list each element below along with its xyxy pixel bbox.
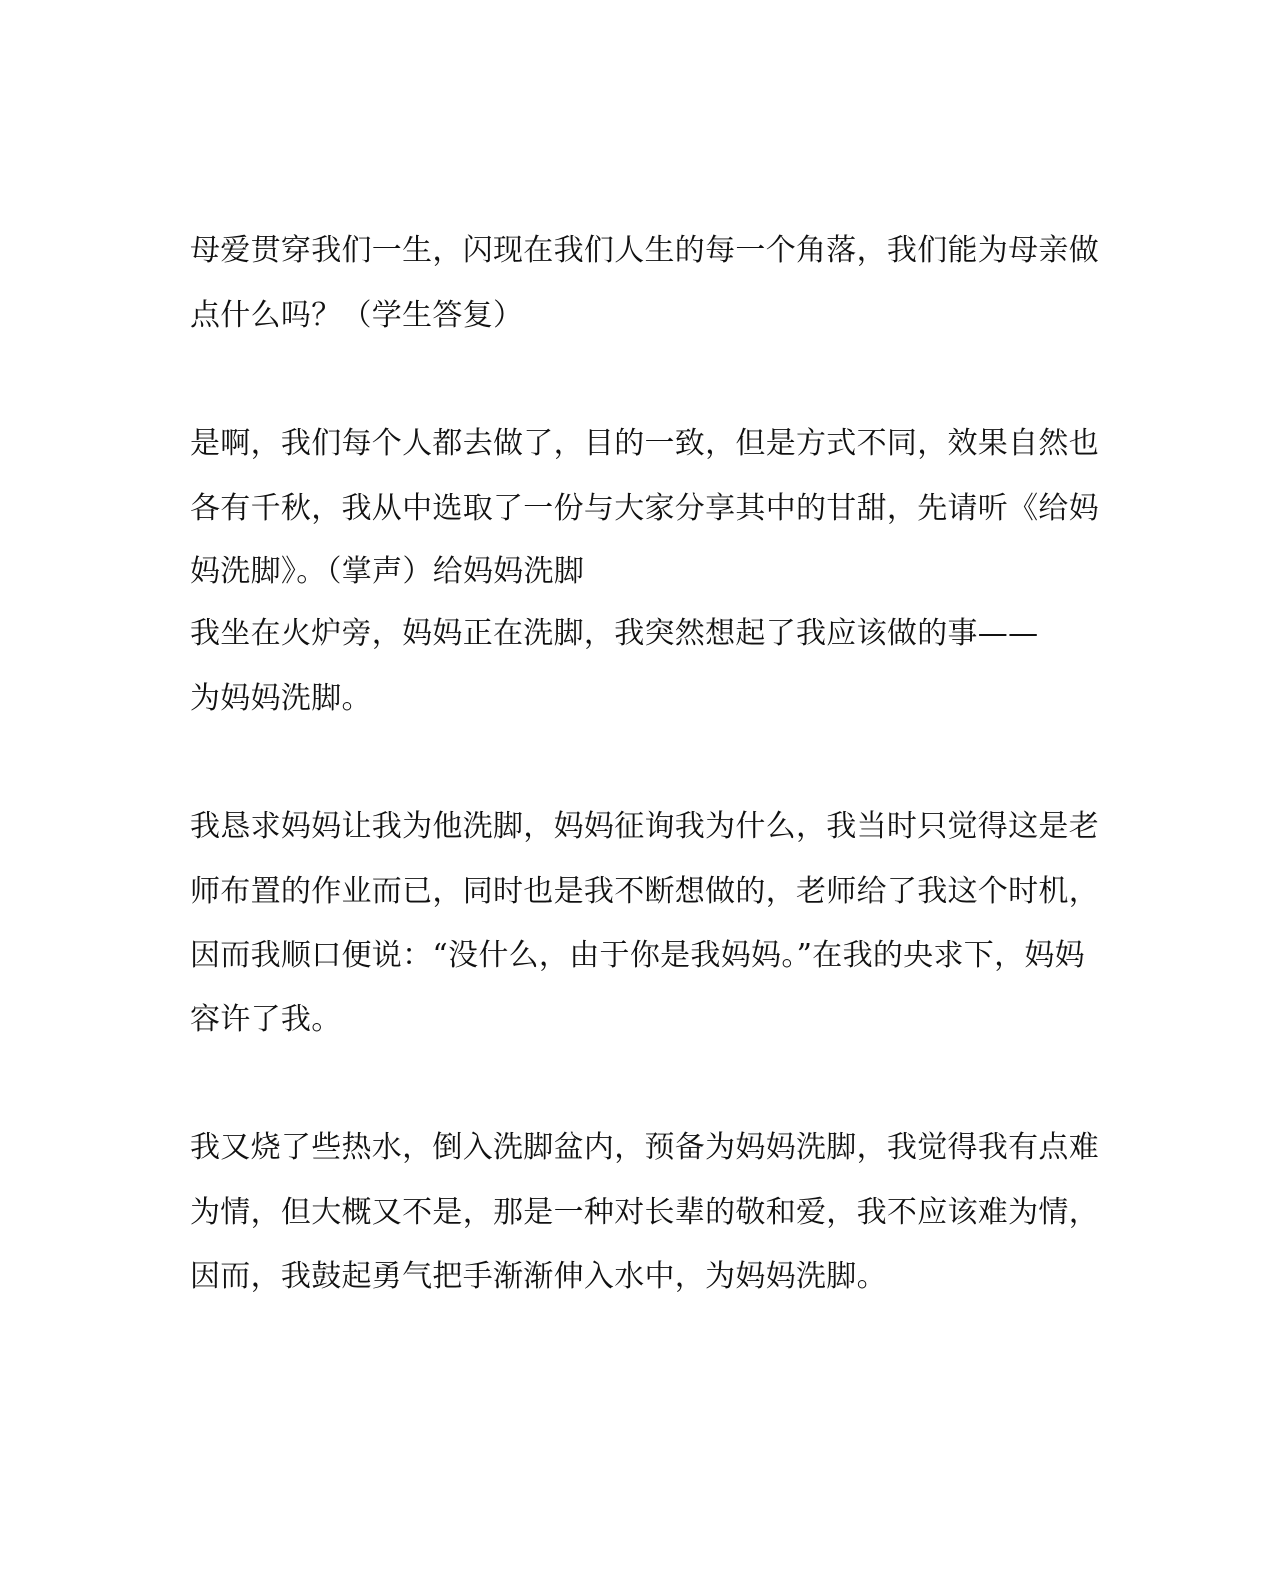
paragraph-4-line-1: 我又烧了些热水，倒入洗脚盆内，预备为妈妈洗脚，我觉得我有点难	[190, 1130, 1099, 1165]
paragraph-1-line-1: 母爱贯穿我们一生，闪现在我们人生的每一个角落，我们能为母亲做	[190, 233, 1099, 268]
paragraph-2-line-2: 各有千秋，我从中选取了一份与大家分享其中的甘甜，先请听《给妈	[190, 491, 1099, 526]
paragraph-4-line-2: 为情，但大概又不是，那是一种对长辈的敬和爱，我不应该难为情，	[190, 1195, 1099, 1230]
paragraph-1-line-2: 点什么吗？（学生答复）	[190, 298, 524, 333]
paragraph-3-line-2: 师布置的作业而已，同时也是我不断想做的，老师给了我这个时机，	[190, 874, 1099, 909]
paragraph-4-line-3: 因而，我鼓起勇气把手渐渐伸入水中，为妈妈洗脚。	[190, 1259, 887, 1294]
paragraph-3-line-3: 因而我顺口便说：“没什么，由于你是我妈妈。”在我的央求下，妈妈	[190, 938, 1085, 973]
paragraph-3-line-4: 容许了我。	[190, 1002, 342, 1037]
paragraph-2-line-4: 我坐在火炉旁，妈妈正在洗脚，我突然想起了我应该做的事——	[190, 616, 1039, 651]
paragraph-2-line-1: 是啊，我们每个人都去做了，目的一致，但是方式不同，效果自然也	[190, 426, 1099, 461]
paragraph-3-line-1: 我恳求妈妈让我为他洗脚，妈妈征询我为什么，我当时只觉得这是老	[190, 809, 1099, 844]
paragraph-2-line-3: 妈洗脚》。（掌声）给妈妈洗脚	[190, 554, 585, 589]
paragraph-2-line-5: 为妈妈洗脚。	[190, 681, 372, 716]
